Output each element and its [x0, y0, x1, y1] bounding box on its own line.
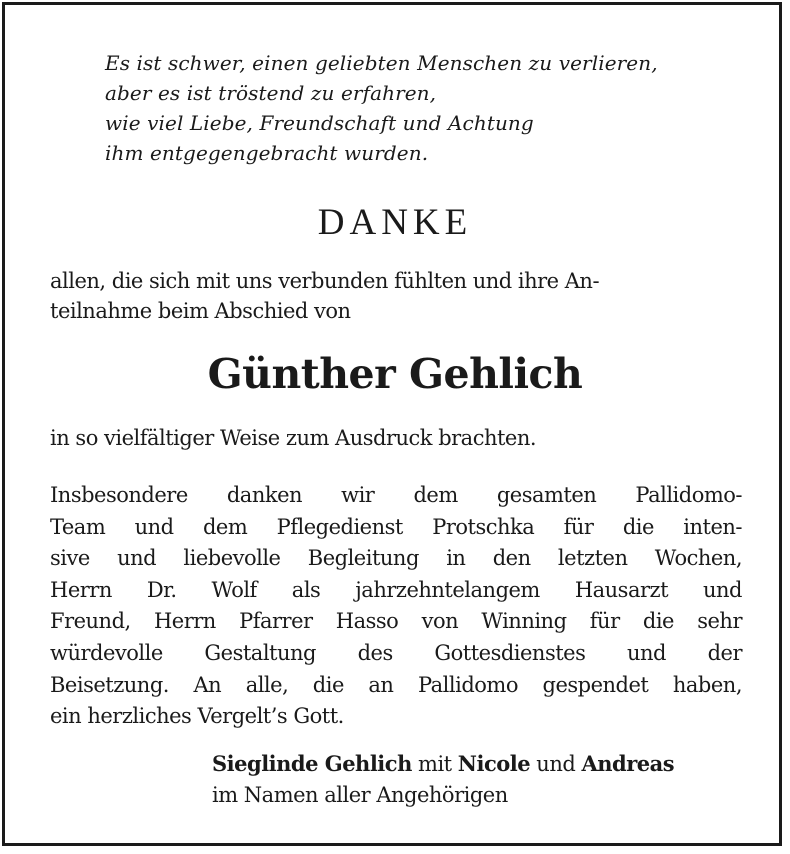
signature-relatives: im Namen aller Angehörigen [212, 783, 508, 807]
body-line: Team und dem Pflegedienst Protschka für die inten- [50, 514, 742, 539]
body-line: Freund, Herrn Pfarrer Hasso von Winning für die sehr [50, 609, 742, 634]
body-line: würdevolle Gestaltung des Gottesdienstes und der [50, 640, 742, 665]
poem-quote [105, 48, 765, 168]
signature-block [212, 748, 752, 811]
signature-conjunction: und [536, 752, 576, 776]
signer-name: Sieglinde Gehlich [212, 751, 412, 776]
intro-line: teilnahme beim Abschied von [50, 299, 351, 323]
deceased-name: Günther Gehlich [207, 350, 583, 398]
body-line: sive und liebevolle Begleitung in den letzten Wochen, [50, 546, 742, 571]
intro-paragraph [50, 266, 750, 326]
signature-names [212, 748, 752, 780]
body-line: Beisetzung. An alle, die an Pallidomo gespendet haben, [50, 672, 742, 697]
poem-line: aber es ist tröstend zu erfahren, [105, 81, 437, 105]
signer-name: Andreas [581, 751, 675, 776]
poem-line: wie viel Liebe, Freundschaft und Achtung [105, 111, 534, 135]
body-line: ein herzliches Vergelt’s Gott. [50, 704, 344, 729]
signature-conjunction: mit [418, 752, 452, 776]
poem-line: ihm entgegengebracht wurden. [105, 141, 429, 165]
after-name-line: in so vielfältiger Weise zum Ausdruck brachten. [50, 426, 537, 450]
thanks-paragraph [50, 480, 742, 733]
body-line: Herrn Dr. Wolf als jahrzehntelangem Hausarzt und [50, 577, 742, 602]
poem-line: Es ist schwer, einen geliebten Menschen zu verlieren, [105, 51, 658, 75]
intro-line: allen, die sich mit uns verbunden fühlten und ihre An- [50, 269, 600, 293]
signer-name: Nicole [457, 751, 531, 776]
body-line: Insbesondere danken wir dem gesamten Pallidomo- [50, 483, 742, 507]
thanks-heading: DANKE [317, 202, 473, 243]
